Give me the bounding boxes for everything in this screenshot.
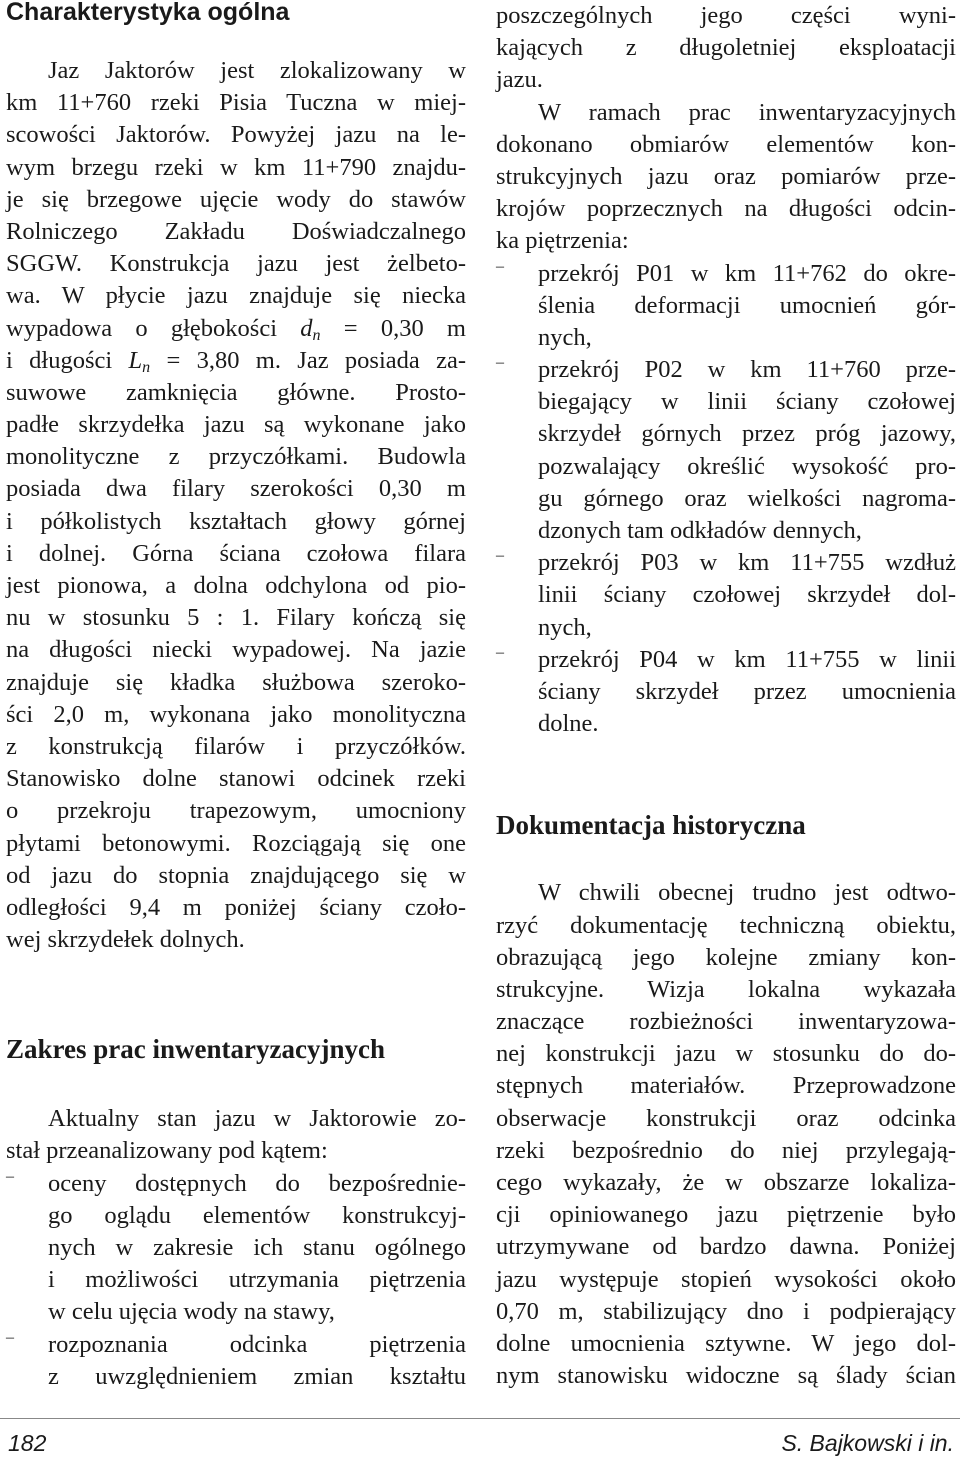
text-line: rozpoznania odcinka piętrzenia (48, 1330, 466, 1358)
text-line: Aktualny stan jazu w Jaktorowie zo- (48, 1105, 466, 1133)
list-dash: – (6, 1328, 14, 1346)
text-line: nych, (538, 613, 592, 641)
list-dash: – (496, 354, 504, 372)
page-number: 182 (8, 1430, 47, 1456)
text-line: wa. W płycie jazu znajduje się niecka (6, 282, 466, 310)
text-line: linii ściany czołowej skrzydeł dol- (538, 581, 956, 609)
text-line: na długości niecki wypadowej. Na jazie (6, 636, 466, 664)
text-line: przekrój P03 w km 11+755 wzdłuż (538, 549, 956, 577)
text-line: je się brzegowe ujęcie wody do stawów (6, 185, 466, 213)
text-line: w celu ujęcia wody na stawy, (48, 1298, 335, 1326)
text-line: dolne umocnienia sztywne. W jego dol- (496, 1329, 956, 1357)
text-fragment: wypadowa o głębokości (6, 314, 301, 342)
text-line: oceny dostępnych do bezpośrednie- (48, 1169, 466, 1197)
section-heading: Dokumentacja historyczna (496, 810, 806, 841)
text-line: z uwzględnieniem zmian kształtu (48, 1362, 466, 1390)
text-line: km 11+760 rzeki Pisia Tuczna w miej- (6, 89, 466, 117)
text-line: strukcyjnych jazu oraz pomiarów prze- (496, 162, 956, 190)
text-line: stał przeanalizowany pod kątem: (6, 1137, 328, 1165)
list-dash: – (496, 643, 504, 661)
text-line: znajduje się kładka służbowa szeroko- (6, 668, 466, 696)
text-line: i dolnej. Górna ściana czołowa filara (6, 539, 466, 567)
text-line: monolityczne z przyczółkami. Budowla (6, 443, 466, 471)
text-line: o przekroju trapezowym, umocniony (6, 797, 466, 825)
text-fragment: i długości (6, 346, 129, 374)
section-heading: Charakterystyka ogólna (6, 0, 290, 26)
list-item (6, 1329, 466, 1393)
text-line: płytami betonowymi. Rozciągają się one (6, 829, 466, 857)
text-line: jazu występuje stopień wysokości około (496, 1265, 956, 1293)
text-line: i możliwości utrzymania piętrzenia (48, 1266, 466, 1294)
text-line: z konstrukcją filarów i przyczółków. (6, 732, 466, 760)
text-line: ślenia deformacji umocnień gór- (538, 291, 956, 319)
text-line: poszczególnych jego części wyni- (496, 2, 956, 29)
list-item (496, 354, 956, 547)
text-line: pozwalający określić wysokość pro- (538, 452, 956, 480)
text-line: posiada dwa filary szerokości 0,30 m (6, 475, 466, 503)
text-line: nych w zakresie ich stanu ogólnego (48, 1234, 466, 1261)
text-line: suwowe zamknięcia główne. Prosto- (6, 378, 466, 406)
footer-rule (0, 1418, 960, 1419)
text-line: odległości 9,4 m poniżej ściany czoło- (6, 893, 466, 921)
math-subscript: n (312, 326, 321, 344)
text-line: SGGW. Konstrukcja jazu jest żelbeto- (6, 250, 466, 278)
text-line: jazu. (496, 66, 543, 94)
text-line: ści 2,0 m, wykonana jako monolityczna (6, 700, 466, 728)
text-line: dzonych tam odkładów dennych, (538, 517, 862, 544)
text-line: obserwacje konstrukcji oraz odcinka (496, 1104, 956, 1132)
math-value: = 3,80 m. Jaz posiada za- (150, 346, 466, 374)
list-dash: – (6, 1167, 14, 1185)
running-author: S. Bajkowski i in. (781, 1430, 954, 1456)
text-line: nym stanowisku widoczne są ślady ścian (496, 1362, 956, 1390)
text-line: cji opiniowanego jazu piętrzenie było (496, 1201, 956, 1229)
text-line: obrazującą jego kolejne zmiany kon- (496, 943, 956, 971)
text-line: rzeki bezpośrednio do niej przylegają- (496, 1136, 956, 1164)
spacer (6, 1069, 466, 1103)
text-line: od jazu do stopnia znajdującego się w (6, 861, 466, 889)
list-dash: – (496, 547, 504, 565)
left-column (6, 0, 466, 1393)
text-line: nu w stosunku 5 : 1. Filary kończą się (6, 604, 466, 632)
text-line: stępnych materiałów. Przeprowadzone (496, 1072, 956, 1100)
text-line: przekrój P01 w km 11+762 do okre- (538, 259, 956, 287)
list-item (6, 1168, 466, 1329)
math-symbol: L (128, 346, 143, 374)
text-line: 0,70 m, stabilizujący dno i podpierający (496, 1297, 956, 1325)
text-line: kających z długoletniej eksploatacji (496, 34, 956, 62)
spacer (6, 26, 466, 55)
list-item (496, 644, 956, 741)
text-line: dokonano obmiarów elementów kon- (496, 130, 956, 158)
text-line: przekrój P04 w km 11+755 w linii (538, 645, 956, 673)
text-line: rzyć dokumentację techniczną obiektu, (496, 911, 956, 939)
text-line: cego wykazały, że w obszarze lokaliza- (496, 1169, 956, 1196)
text-line: W chwili obecnej trudno jest odtwo- (538, 879, 956, 907)
text-line: scowości Jaktorów. Powyżej jazu na le- (6, 121, 466, 149)
text-line: jest pionowa, a dolna odchylona od pio- (6, 572, 466, 599)
text-line: znaczące rozbieżności inwentaryzowa- (496, 1008, 956, 1036)
text-line: strukcyjne. Wizja lokalna wykazała (496, 975, 956, 1003)
text-line: przekrój P02 w km 11+760 prze- (538, 356, 956, 384)
text-line: krojów poprzecznych na długości odcin- (496, 195, 956, 223)
text-line: go oglądu elementów konstrukcyj- (48, 1201, 466, 1229)
text-line: ka piętrzenia: (496, 227, 629, 255)
text-line: gu górnego oraz wielkości nagroma- (538, 484, 956, 512)
text-line: Rolniczego Zakładu Doświadczalnego (6, 217, 466, 245)
text-line: dolne. (538, 710, 599, 738)
section-heading: Zakres prac inwentaryzacyjnych (6, 1034, 385, 1065)
text-line (6, 345, 466, 377)
list-item (496, 547, 956, 644)
text-line: wej skrzydełek dolnych. (6, 926, 245, 954)
text-line: ściany skrzydeł przez umocnienia (538, 677, 956, 705)
text-line: wym brzegu rzeki w km 11+790 znajdu- (6, 153, 466, 181)
right-column (496, 0, 956, 1392)
text-line: nej konstrukcji jazu w stosunku do do- (496, 1040, 956, 1068)
text-line: nych, (538, 323, 592, 351)
text-line (6, 313, 466, 345)
text-line: Stanowisko dolne stanowi odcinek rzeki (6, 765, 466, 793)
text-line: utrzymywane od bardzo dawna. Poniżej (496, 1233, 956, 1261)
text-line: skrzydeł górnych przez próg jazowy, (538, 420, 956, 448)
text-line: Jaz Jaktorów jest zlokalizowany w (48, 57, 466, 84)
text-line: biegający w linii ściany czołowej (538, 388, 956, 416)
text-line: i półkolistych kształtach głowy górnej (6, 507, 466, 535)
math-subscript: n (142, 358, 151, 376)
list-item (496, 258, 956, 355)
math-symbol: d (300, 314, 313, 342)
spacer (6, 956, 466, 1029)
math-value: = 0,30 m (320, 314, 466, 342)
text-line: W ramach prac inwentaryzacyjnych (538, 98, 956, 126)
list-dash: – (496, 257, 504, 275)
spacer (496, 740, 956, 805)
text-line: padłe skrzydełka jazu są wykonane jako (6, 411, 466, 439)
spacer (496, 845, 956, 877)
